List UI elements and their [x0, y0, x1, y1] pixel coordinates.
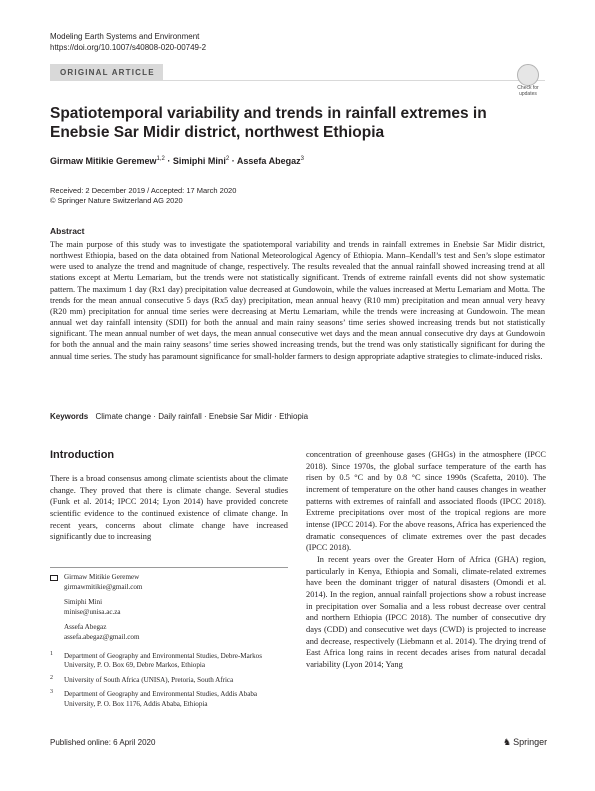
keywords-label: Keywords	[50, 412, 89, 421]
affiliation	[50, 690, 288, 709]
crossmark-icon	[517, 64, 539, 86]
footnotes	[50, 573, 288, 710]
keyword: Climate change	[95, 412, 152, 421]
article-type-band: ORIGINAL ARTICLE	[50, 64, 163, 81]
affiliation	[50, 652, 288, 671]
contact-email[interactable]: assefa.abegaz@gmail.com	[64, 632, 140, 641]
keyword-separator: ·	[153, 412, 159, 421]
abstract-section	[50, 226, 545, 362]
author-affiliation-marker: 3	[300, 156, 304, 162]
crossmark-label-1: Check for	[517, 85, 539, 91]
left-column	[50, 449, 288, 543]
right-column	[306, 449, 546, 670]
springer-horse-icon: ♞	[503, 737, 512, 747]
crossmark-label-2: updates	[519, 90, 537, 97]
article-title: Spatiotemporal variability and trends in rainfall extremes in Enebsie Sar Midir district, northwest Ethiopia	[50, 105, 487, 141]
section-heading-introduction: Introduction	[50, 449, 115, 461]
contact-name: Simiphi Mini	[64, 598, 103, 607]
author-name[interactable]: Simiphi Mini	[172, 156, 226, 166]
corresponding-author	[50, 573, 288, 592]
author-name[interactable]: Assefa Abegaz	[236, 156, 301, 166]
keyword: Daily rainfall	[158, 412, 202, 421]
keyword: Ethiopia	[279, 412, 309, 421]
affiliation-text: Department of Geography and Environmental Studies, Debre-Markos University, P. O. Box 69, Debre Markos, Ethiopia	[64, 651, 262, 670]
keywords	[50, 412, 308, 421]
contact-name: Assefa Abegaz	[64, 623, 107, 632]
author-separator: ·	[164, 156, 173, 166]
envelope-icon	[50, 575, 58, 581]
keyword: Enebsie Sar Midir	[208, 412, 273, 421]
contact-block	[64, 598, 288, 617]
contact-block	[64, 623, 288, 642]
keyword-separator: ·	[274, 412, 280, 421]
author-list	[50, 156, 304, 166]
intro-paragraph-continued: concentration of greenhouse gases (GHGs) in the atmosphere (IPCC 2018). Since 1970s, the global surface temperature of the earth has risen by 0.5 °C and by 0.8 °C since 1990s (Scafetta, 2010). The increment of temperature on the other hand causes changes in weather patterns with extremes of rainfall and associated floods (IPCC 2018). Extreme precipitations over most of the tropical regions are more intense (IPCC 2014). For the above reasons, Africa has experienced the dramatic consequences of climate extremes over the past decades (IPCC 2018).	[306, 450, 546, 553]
publisher-name: Springer	[513, 737, 548, 747]
published-online: Published online: 6 April 2020	[50, 738, 156, 747]
springer-logo	[503, 737, 547, 748]
affiliation	[50, 676, 288, 686]
affiliation-number: 3	[50, 689, 53, 696]
author-affiliation-marker: 2	[225, 156, 230, 162]
journal-header	[50, 31, 206, 53]
author-affiliation-marker: 1,2	[156, 156, 165, 162]
contact-email[interactable]: minise@unisa.ac.za	[64, 607, 121, 616]
affiliation-number: 2	[50, 674, 53, 681]
intro-paragraph-2: In recent years over the Greater Horn of Africa (GHA) region, particularly in Kenya, Ethiopia and Somali, climate-related extremes have been the dominant trigger of natural disasters (Omondi et al. 2014). In the region, annual rainfall projections show a robust increase in precipitation over Somalia and a less robust decrease over central and northern Ethiopia (IPCC 2018). The number of consecutive dry days (CDD) and consecutive wet days (CWD) is projected to increase and decrease, respectively (Liebmann et al. 2014). The drying trend of East Africa long rains in recent decades arises from natural decadal variability (Lyon 2014; Yang	[306, 554, 546, 669]
affiliation-text: Department of Geography and Environmental Studies, Addis Ababa University, P. O. Box 1176, Addis Ababa, Ethiopia	[64, 690, 258, 708]
article-dates	[50, 186, 236, 206]
band-divider	[163, 80, 545, 81]
author-separator: ·	[229, 156, 237, 166]
abstract-heading: Abstract	[50, 226, 85, 236]
affiliation-number: 1	[50, 650, 53, 657]
keyword-separator: ·	[204, 412, 209, 421]
journal-name: Modeling Earth Systems and Environment	[50, 32, 200, 41]
received-accepted: Received: 2 December 2019 / Accepted: 17 March 2020	[50, 186, 237, 195]
contact-name: Girmaw Mitikie Geremew	[64, 573, 140, 581]
copyright: © Springer Nature Switzerland AG 2020	[50, 196, 183, 205]
doi-link[interactable]: https://doi.org/10.1007/s40808-020-00749-2	[50, 43, 207, 52]
contact-email[interactable]: girmawmitikie@gmail.com	[64, 582, 143, 591]
author-name[interactable]: Girmaw Mitikie Geremew	[50, 156, 157, 166]
intro-paragraph-1: There is a broad consensus among climate scientists about the climate change. They proved that there is climate change. Several studies (Funk et al. 2014; IPCC 2014; Lyon 2014) have provided concrete scientific evidence to the continued existence of climate change. In recent years, concerns about climate change have increased significantly due to increasing	[50, 474, 288, 542]
affiliation-text: University of South Africa (UNISA), Pretoria, South Africa	[64, 675, 234, 684]
footnote-divider	[50, 567, 288, 568]
check-for-updates-badge[interactable]	[511, 64, 545, 98]
abstract-text: The main purpose of this study was to investigate the spatiotemporal variability and trends in rainfall extremes in Enebsie Sar Midir district, northwest Ethiopia, based on the data obtained from National Meteorological Agency of Ethiopia. Mann–Kendall’s test and Sen’s slope estimator were used to analyze the trend and magnitude of change, respectively. The results revealed that the annual rainfall showed increasing trend at all stations except at Mertu Lemariam, but the trends were not statistically significant. Trends of extreme rainfall events did not show systematic pattern. The maximum 1 day (Rx1 day) precipitation value decreased at Gundowoin, while the values increased at Mertu Lemariam and Motta. The trends for the mean annual consecutive 5 days (Rx5 day) precipitation, mean annual heavy (R10 mm) precipitation and mean annual very heavy (R20 mm) precipitation for annual time series were decreasing at Mertu Lemariam, while the trends were increasing at Gundowoin. The mean annual wet day rainfall intensity (SDII) for both the annual and main rainy seasons’ time series showed increasing trends but not statistically significant. The mean annual number of wet days, the mean annual consecutive wet days and the mean annual consecutive dry days at Gundowoin for both the annual and the main rainy seasons’ time series showed increasing trends, but the trend was only statistically significant for during the annual time series. The study has paramount significance for small-holder farmers to design appropriate adaptive strategies to climate-induced risks.	[50, 240, 545, 361]
